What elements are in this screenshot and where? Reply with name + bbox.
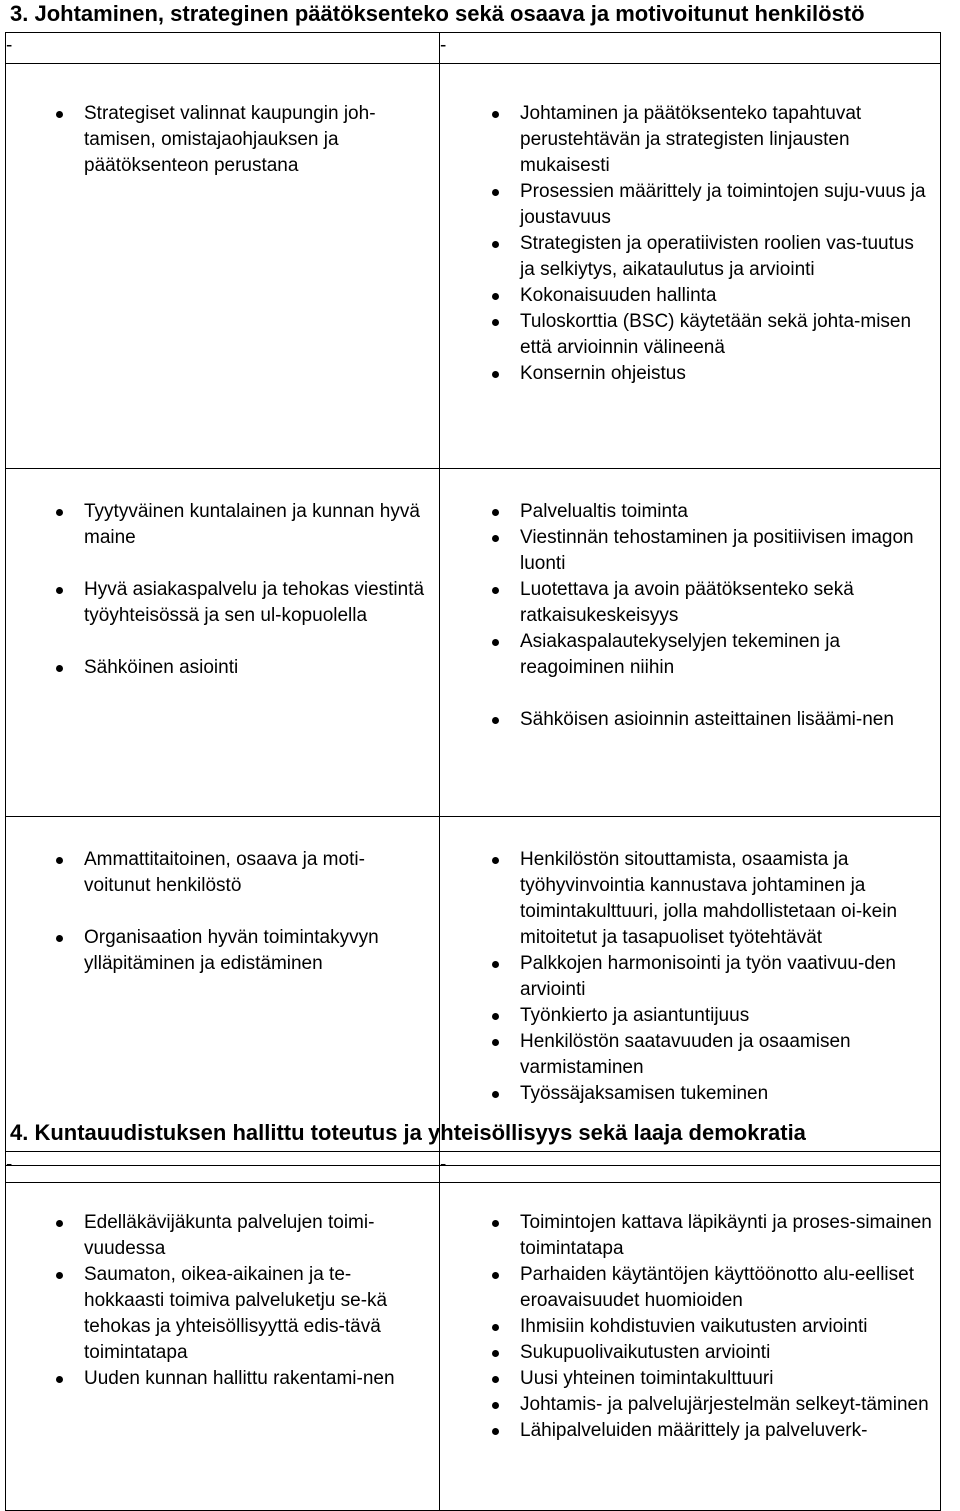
list-item: Ihmisiin kohdistuvien vaikutusten arviointi <box>440 1314 940 1340</box>
list-item: Strategiset valinnat kaupungin joh-tamisen, omistajaohjauksen ja päätöksenteon perustana <box>6 101 439 179</box>
action-list <box>440 847 940 1107</box>
section-3-table <box>5 32 941 1166</box>
table-row <box>6 1183 941 1511</box>
section-3-heading: 3. Johtaminen, strateginen päätöksenteko sekä osaava ja motivoitunut henkilöstö <box>10 1 865 26</box>
dash-row <box>6 33 941 64</box>
list-item: Ammattitaitoinen, osaava ja moti-voitunut henkilöstö <box>6 847 439 899</box>
action-list <box>440 1210 940 1444</box>
list-item: Sähköisen asioinnin asteittainen lisäämi-nen <box>440 707 940 733</box>
list-item: Saumaton, oikea-aikainen ja te-hokkaasti toimiva palveluketju se-kä tehokas ja yhteisöllisyyttä edis-tävä toimintatapa <box>6 1262 439 1366</box>
list-item: Tyytyväinen kuntalainen ja kunnan hyvä maine <box>6 499 439 551</box>
list-item: Hyvä asiakaspalvelu ja tehokas viestintä työyhteisössä ja sen ul-kopuolella <box>6 577 439 629</box>
list-item: Sukupuolivaikutusten arviointi <box>440 1340 940 1366</box>
list-item: Asiakaspalautekyselyjen tekeminen ja reagoiminen niihin <box>440 629 940 681</box>
dash-right: - <box>440 1154 447 1175</box>
table-row <box>6 64 941 469</box>
action-list <box>440 101 940 387</box>
goal-list <box>6 1210 439 1392</box>
list-item: Työnkierto ja asiantuntijuus <box>440 1003 940 1029</box>
list-item: Henkilöstön saatavuuden ja osaamisen varmistaminen <box>440 1029 940 1081</box>
dash-left: - <box>6 1154 13 1175</box>
list-item: Työssäjaksamisen tukeminen <box>440 1081 940 1107</box>
list-item: Johtaminen ja päätöksenteko tapahtuvat perustehtävän ja strategisten linjausten mukaisesti <box>440 101 940 179</box>
table-row <box>6 817 941 1166</box>
list-item: Palvelualtis toiminta <box>440 499 940 525</box>
list-item: Palkkojen harmonisointi ja työn vaativuu-den arviointi <box>440 951 940 1003</box>
list-item: Parhaiden käytäntöjen käyttöönotto alu-eelliset eroavaisuudet huomioiden <box>440 1262 940 1314</box>
list-item: Henkilöstön sitouttamista, osaamista ja työhyvinvointia kannustava johtaminen ja toimintakulttuuri, jolla mahdollistetaan oi-kein mitoitetut ja tasapuoliset työtehtävät <box>440 847 940 951</box>
dash-right: - <box>440 35 447 56</box>
list-item: Lähipalveluiden määrittely ja palveluverk- <box>440 1418 940 1444</box>
section-4-heading: 4. Kuntauudistuksen hallittu toteutus ja yhteisöllisyys sekä laaja demokratia <box>10 1120 806 1145</box>
list-item: Viestinnän tehostaminen ja positiivisen imagon luonti <box>440 525 940 577</box>
list-item: Johtamis- ja palvelujärjestelmän selkeyt-täminen <box>440 1392 940 1418</box>
list-item: Konsernin ohjeistus <box>440 361 940 387</box>
list-item: Uuden kunnan hallittu rakentami-nen <box>6 1366 439 1392</box>
goal-list <box>6 847 439 977</box>
list-item: Sähköinen asiointi <box>6 655 439 681</box>
list-item: Uusi yhteinen toimintakulttuuri <box>440 1366 940 1392</box>
list-item: Organisaation hyvän toimintakyvyn ylläpitäminen ja edistäminen <box>6 925 439 977</box>
list-item: Tuloskorttia (BSC) käytetään sekä johta-misen että arvioinnin välineenä <box>440 309 940 361</box>
list-item: Prosessien määrittely ja toimintojen suju-vuus ja joustavuus <box>440 179 940 231</box>
list-item: Kokonaisuuden hallinta <box>440 283 940 309</box>
list-item: Edelläkävijäkunta palvelujen toimi-vuudessa <box>6 1210 439 1262</box>
goal-list <box>6 101 439 179</box>
goal-list <box>6 499 439 681</box>
action-list <box>440 499 940 733</box>
section-4-table <box>5 1151 941 1511</box>
dash-row <box>6 1152 941 1183</box>
dash-left: - <box>6 35 13 56</box>
list-item: Strategisten ja operatiivisten roolien vas-tuutus ja selkiytys, aikataulutus ja arviointi <box>440 231 940 283</box>
table-row <box>6 469 941 817</box>
list-item: Toimintojen kattava läpikäynti ja proses-simainen toimintatapa <box>440 1210 940 1262</box>
list-item: Luotettava ja avoin päätöksenteko sekä ratkaisukeskeisyys <box>440 577 940 629</box>
